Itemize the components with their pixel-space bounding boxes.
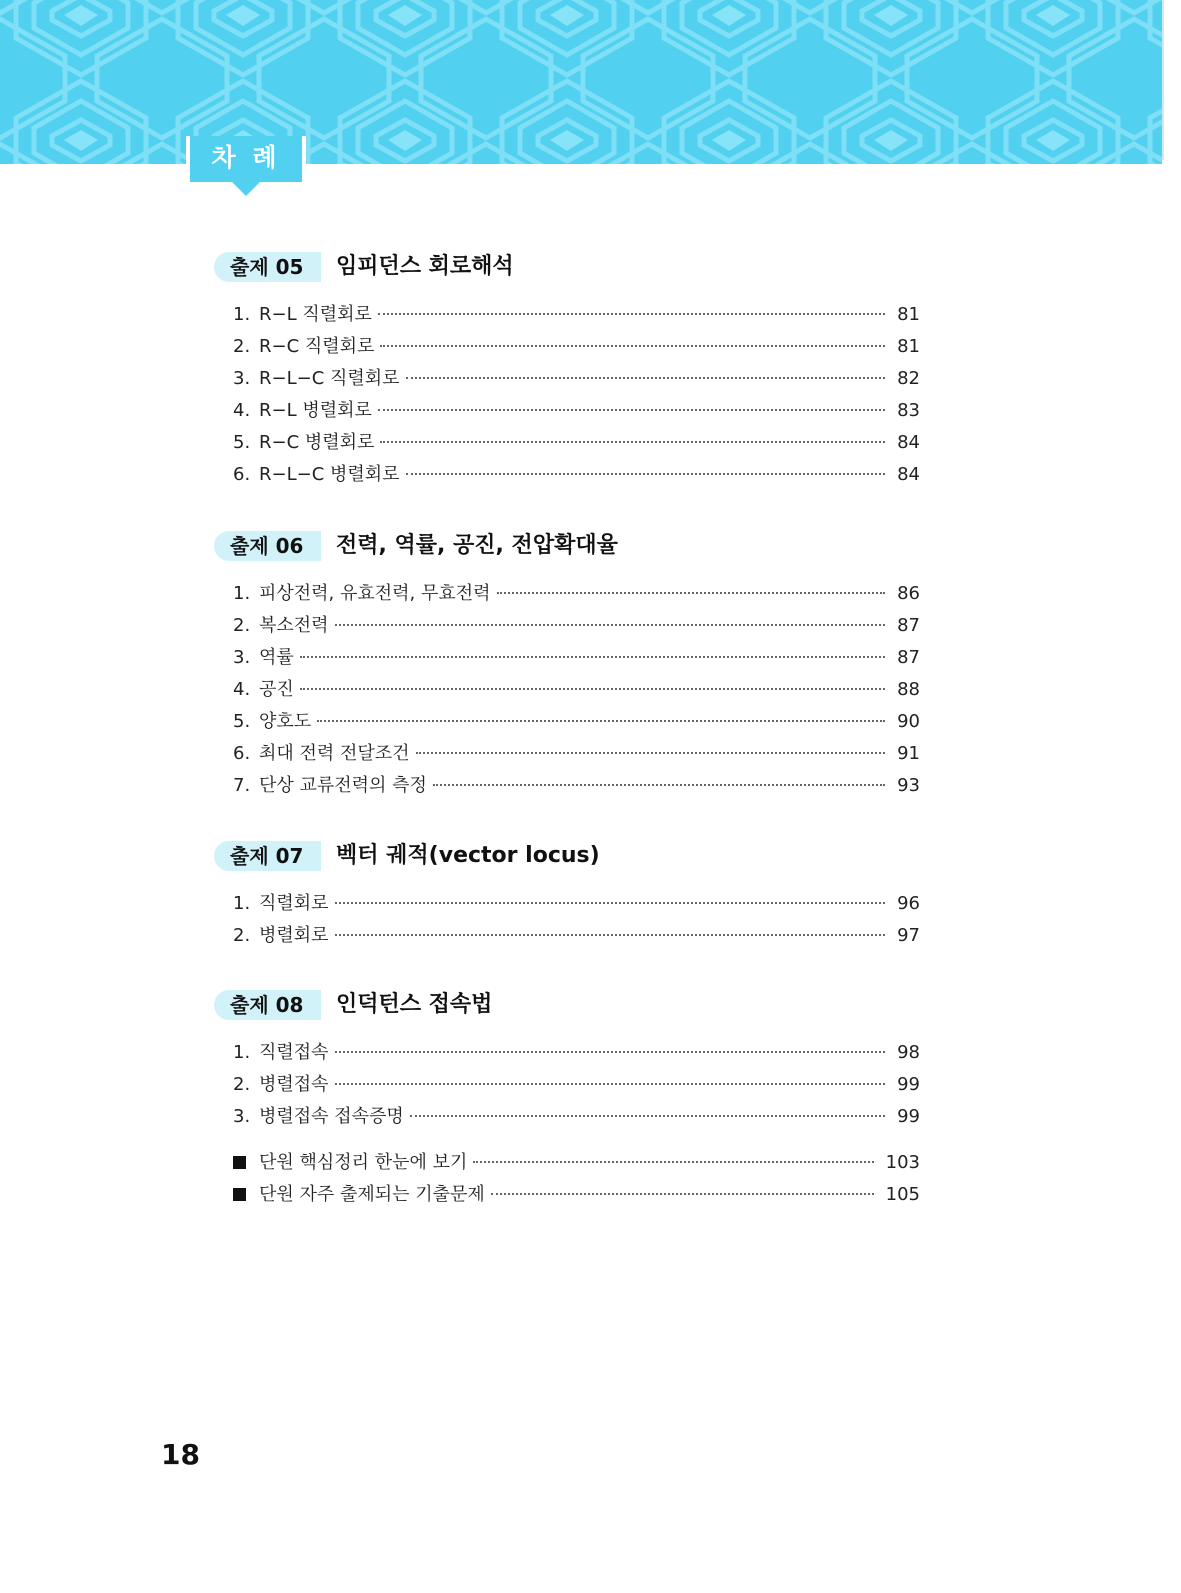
entry-number: 2. — [233, 615, 251, 636]
entry-page: 88 — [897, 679, 920, 700]
toc-entry[interactable] — [233, 675, 920, 707]
section-title: 전력, 역률, 공진, 전압확대율 — [336, 533, 618, 558]
entry-number: 1. — [233, 893, 251, 914]
leader-dots — [406, 473, 886, 475]
toc-entry[interactable] — [233, 300, 920, 332]
entry-number: 7. — [233, 775, 251, 796]
entry-page: 91 — [897, 743, 920, 764]
section-06 — [214, 529, 920, 796]
entry-page: 82 — [897, 368, 920, 389]
toc-entry[interactable] — [233, 643, 920, 675]
entry-title: 병렬회로 — [259, 925, 329, 946]
entry-number: 2. — [233, 336, 251, 357]
summary-entry[interactable] — [233, 1180, 920, 1212]
entry-title: 병렬접속 접속증명 — [259, 1106, 404, 1127]
entry-title: 직렬회로 — [259, 893, 329, 914]
section-title: 인덕턴스 접속법 — [336, 992, 493, 1017]
entry-title: 병렬접속 — [259, 1074, 329, 1095]
toc-entry[interactable] — [233, 707, 920, 739]
toc-entry[interactable] — [233, 364, 920, 396]
toc-entry[interactable] — [233, 460, 920, 492]
bullet-square-icon — [233, 1152, 259, 1173]
entry-list — [233, 300, 920, 492]
entry-title: 피상전력, 유효전력, 무효전력 — [259, 583, 491, 604]
section-08 — [214, 988, 920, 1127]
entry-title: 역률 — [259, 647, 294, 668]
toc-entry[interactable] — [233, 428, 920, 460]
leader-dots — [416, 752, 886, 754]
entry-page: 81 — [897, 336, 920, 357]
entry-list — [233, 579, 920, 803]
entry-title: R−L−C 직렬회로 — [259, 368, 400, 389]
toc-entry[interactable] — [233, 332, 920, 364]
entry-page: 99 — [897, 1074, 920, 1095]
entry-title: 단상 교류전력의 측정 — [259, 775, 427, 796]
summary-list — [233, 1148, 920, 1212]
summary-entry[interactable] — [233, 1148, 920, 1180]
toc-tab-label: 차 례 — [211, 143, 281, 172]
entry-page: 84 — [897, 464, 920, 485]
leader-dots — [380, 441, 885, 443]
entry-title: 단원 자주 출제되는 기출문제 — [259, 1184, 485, 1205]
leader-dots — [410, 1115, 885, 1117]
entry-list — [233, 1038, 920, 1134]
entry-title: 단원 핵심정리 한눈에 보기 — [259, 1152, 468, 1173]
toc-entry[interactable] — [233, 771, 920, 803]
entry-page: 90 — [897, 711, 920, 732]
entry-number: 5. — [233, 432, 251, 453]
entry-number: 2. — [233, 925, 251, 946]
tab-pointer-icon — [230, 180, 262, 196]
leader-dots — [335, 1083, 886, 1085]
section-badge: 출제 08 — [214, 990, 321, 1020]
entry-number: 6. — [233, 464, 251, 485]
leader-dots — [300, 656, 885, 658]
leader-dots — [433, 784, 885, 786]
entry-title: R−C 직렬회로 — [259, 336, 375, 357]
bullet-square-icon — [233, 1184, 259, 1205]
leader-dots — [335, 1051, 886, 1053]
entry-list — [233, 889, 920, 953]
section-title: 임피던스 회로해석 — [336, 254, 514, 279]
page-edge-rule — [1162, 0, 1164, 160]
section-header — [214, 529, 920, 565]
leader-dots — [497, 592, 886, 594]
entry-page: 96 — [897, 893, 920, 914]
entry-number: 1. — [233, 304, 251, 325]
entry-title: 직렬접속 — [259, 1042, 329, 1063]
entry-page: 87 — [897, 615, 920, 636]
toc-entry[interactable] — [233, 1038, 920, 1070]
section-header — [214, 988, 920, 1024]
entry-page: 81 — [897, 304, 920, 325]
entry-title: 양호도 — [259, 711, 312, 732]
leader-dots — [317, 720, 885, 722]
leader-dots — [335, 624, 886, 626]
entry-title: 복소전력 — [259, 615, 329, 636]
entry-number: 1. — [233, 583, 251, 604]
section-badge: 출제 06 — [214, 531, 321, 561]
leader-dots — [406, 377, 886, 379]
entry-title: R−L 직렬회로 — [259, 304, 372, 325]
section-badge: 출제 07 — [214, 841, 321, 871]
section-header — [214, 839, 920, 875]
leader-dots — [491, 1193, 874, 1195]
toc-entry[interactable] — [233, 1070, 920, 1102]
entry-number: 1. — [233, 1042, 251, 1063]
entry-number: 3. — [233, 647, 251, 668]
leader-dots — [335, 934, 886, 936]
entry-title: R−C 병렬회로 — [259, 432, 375, 453]
entry-number: 3. — [233, 1106, 251, 1127]
entry-number: 3. — [233, 368, 251, 389]
section-header — [214, 250, 920, 286]
section-title: 벡터 궤적(vector locus) — [336, 843, 600, 868]
leader-dots — [378, 409, 885, 411]
entry-number: 5. — [233, 711, 251, 732]
entry-page: 84 — [897, 432, 920, 453]
entry-title: R−L 병렬회로 — [259, 400, 372, 421]
leader-dots — [378, 313, 885, 315]
section-05 — [214, 250, 920, 485]
leader-dots — [380, 345, 885, 347]
toc-entry[interactable] — [233, 611, 920, 643]
entry-page: 97 — [897, 925, 920, 946]
entry-number: 4. — [233, 679, 251, 700]
entry-page: 99 — [897, 1106, 920, 1127]
toc-entry[interactable] — [233, 396, 920, 428]
header-banner — [0, 0, 1162, 164]
entry-page: 86 — [897, 583, 920, 604]
toc-entry[interactable] — [233, 1102, 920, 1134]
toc-entry[interactable] — [233, 739, 920, 771]
entry-number: 6. — [233, 743, 251, 764]
leader-dots — [473, 1161, 873, 1163]
toc-entry[interactable] — [233, 921, 920, 953]
section-badge: 출제 05 — [214, 252, 321, 282]
entry-title: 최대 전력 전달조건 — [259, 743, 410, 764]
entry-page: 87 — [897, 647, 920, 668]
leader-dots — [300, 688, 885, 690]
entry-number: 2. — [233, 1074, 251, 1095]
toc-entry[interactable] — [233, 889, 920, 921]
entry-page: 83 — [897, 400, 920, 421]
entry-title: R−L−C 병렬회로 — [259, 464, 400, 485]
section-07 — [214, 839, 920, 946]
entry-page: 105 — [885, 1184, 920, 1205]
toc-tab — [186, 136, 306, 182]
entry-title: 공진 — [259, 679, 294, 700]
entry-page: 103 — [885, 1152, 920, 1173]
leader-dots — [335, 902, 886, 904]
entry-number: 4. — [233, 400, 251, 421]
hexagon-pattern — [0, 0, 1162, 164]
toc-entry[interactable] — [233, 579, 920, 611]
page-number: 18 — [161, 1438, 200, 1471]
entry-page: 98 — [897, 1042, 920, 1063]
entry-page: 93 — [897, 775, 920, 796]
